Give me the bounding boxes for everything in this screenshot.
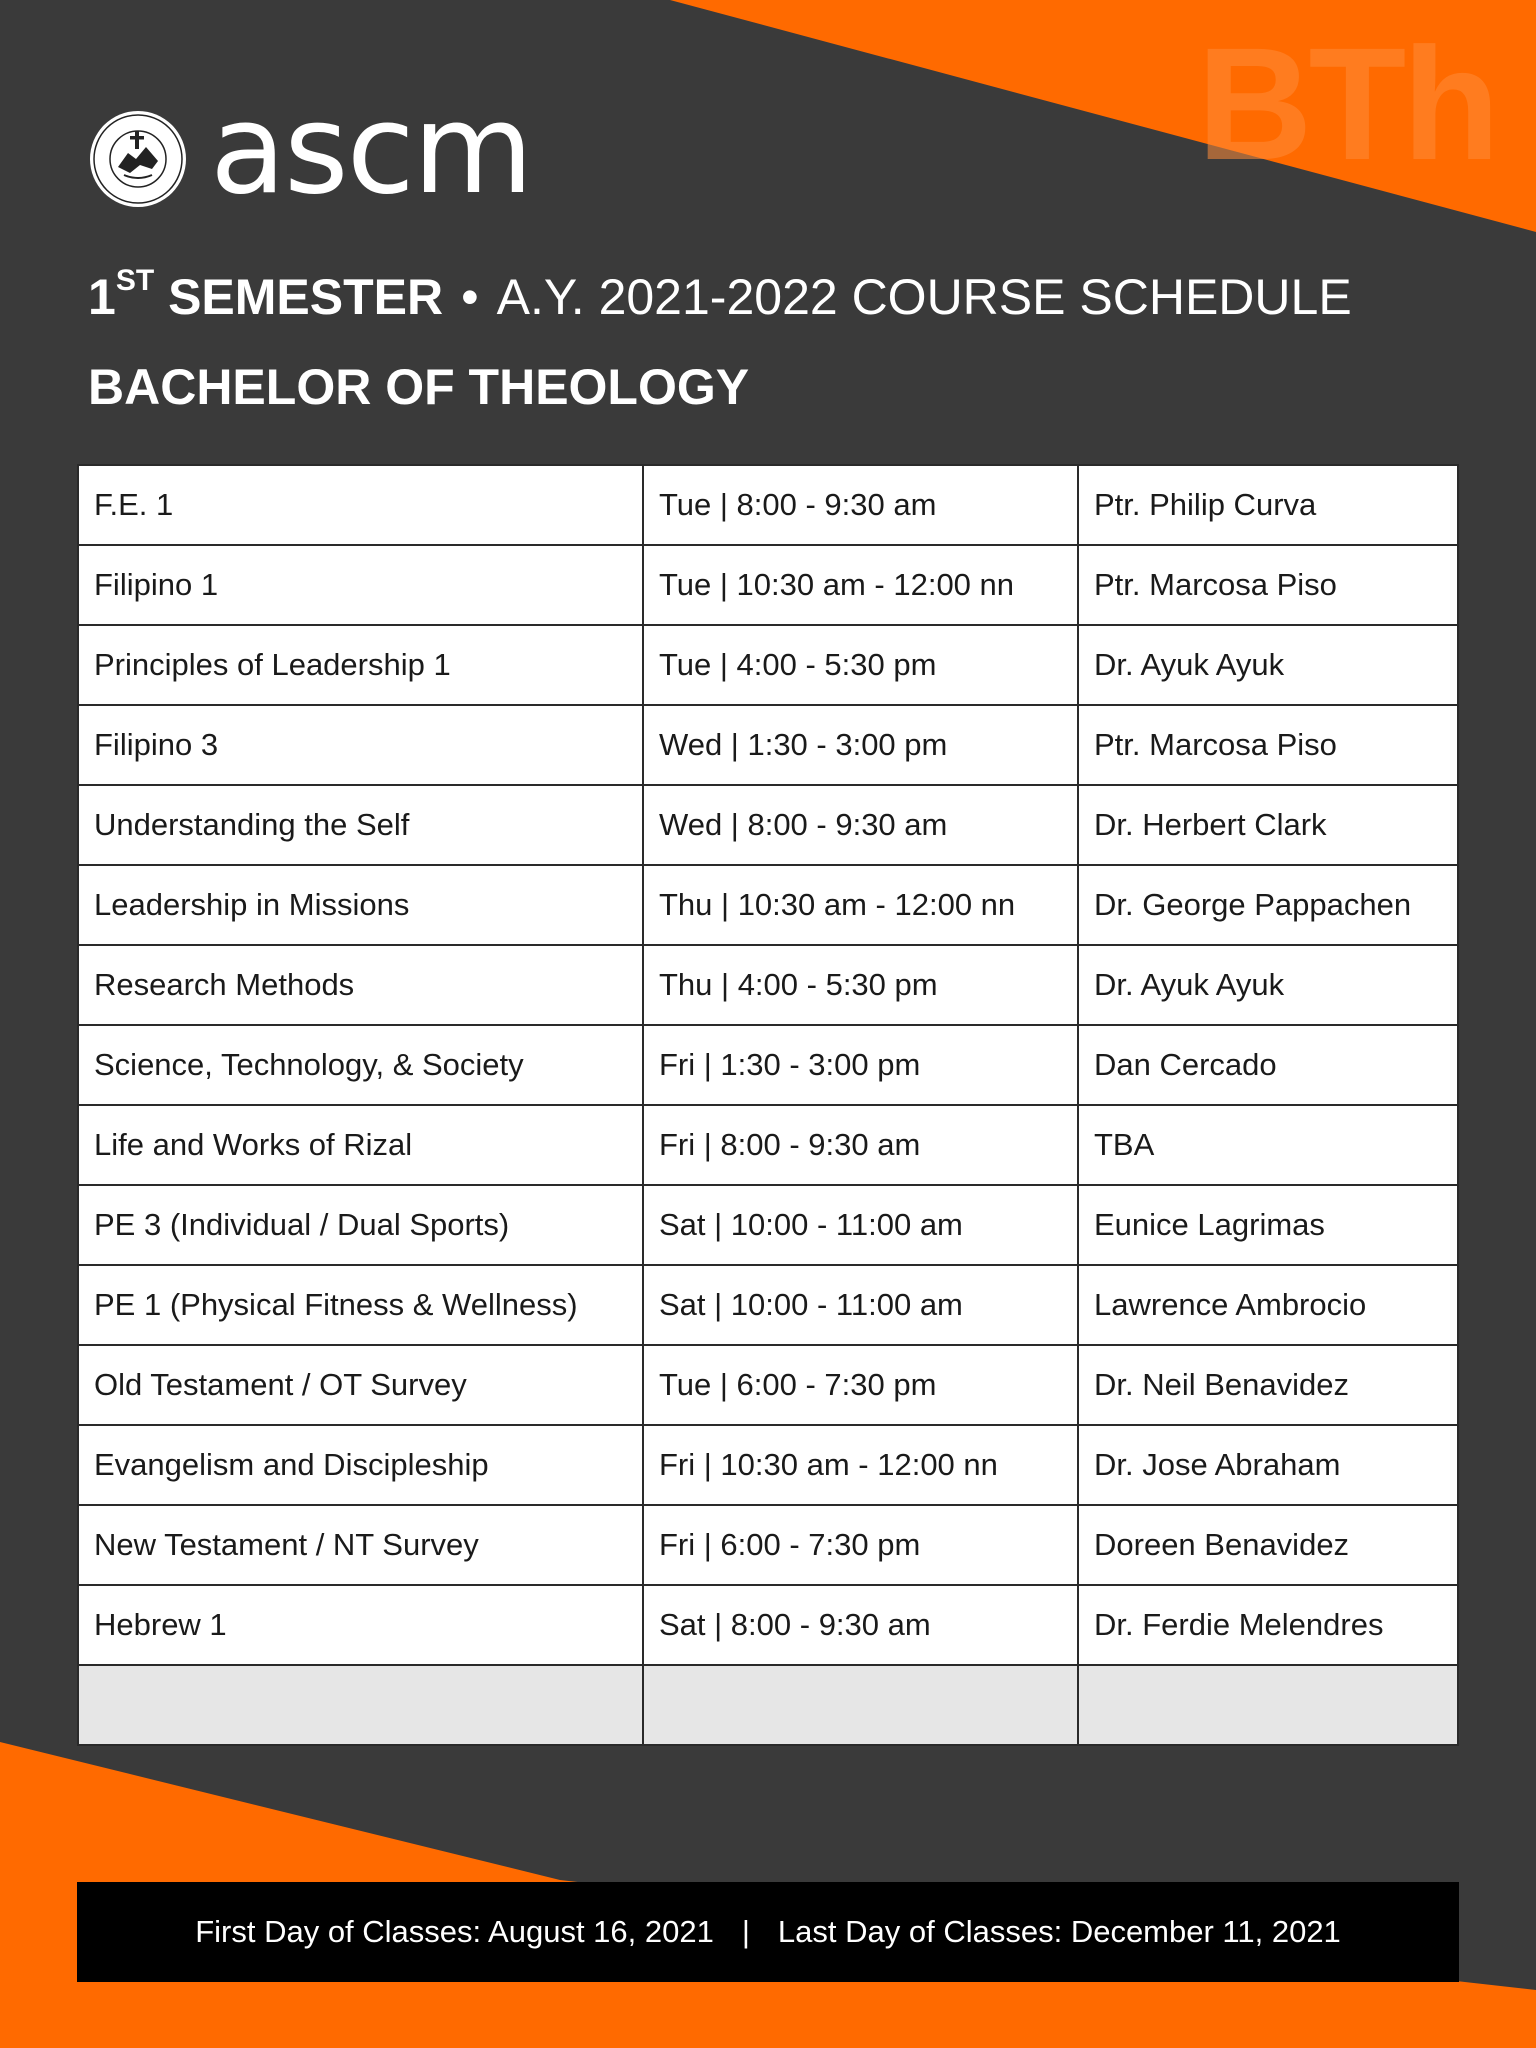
table-row bbox=[78, 1185, 1458, 1265]
table-row bbox=[78, 1505, 1458, 1585]
instructor-cell: Doreen Benavidez bbox=[1078, 1505, 1458, 1585]
program-title: BACHELOR OF THEOLOGY bbox=[88, 359, 750, 415]
table-row bbox=[78, 625, 1458, 705]
course-cell: Filipino 3 bbox=[78, 705, 643, 785]
course-cell: Filipino 1 bbox=[78, 545, 643, 625]
course-cell: Leadership in Missions bbox=[78, 865, 643, 945]
instructor-cell: Dr. Herbert Clark bbox=[1078, 785, 1458, 865]
table-row bbox=[78, 1025, 1458, 1105]
schedule-cell: Tue | 6:00 - 7:30 pm bbox=[643, 1345, 1078, 1425]
instructor-cell: TBA bbox=[1078, 1105, 1458, 1185]
schedule-cell: Wed | 1:30 - 3:00 pm bbox=[643, 705, 1078, 785]
schedule-cell: Sat | 10:00 - 11:00 am bbox=[643, 1185, 1078, 1265]
course-cell bbox=[78, 1665, 643, 1745]
table-row bbox=[78, 465, 1458, 545]
course-cell: F.E. 1 bbox=[78, 465, 643, 545]
course-cell: Understanding the Self bbox=[78, 785, 643, 865]
schedule-cell: Thu | 4:00 - 5:30 pm bbox=[643, 945, 1078, 1025]
instructor-cell: Ptr. Marcosa Piso bbox=[1078, 545, 1458, 625]
instructor-cell: Lawrence Ambrocio bbox=[1078, 1265, 1458, 1345]
schedule-cell: Sat | 10:00 - 11:00 am bbox=[643, 1265, 1078, 1345]
instructor-cell bbox=[1078, 1665, 1458, 1745]
course-cell: Old Testament / OT Survey bbox=[78, 1345, 643, 1425]
course-cell: New Testament / NT Survey bbox=[78, 1505, 643, 1585]
instructor-cell: Dr. George Pappachen bbox=[1078, 865, 1458, 945]
course-cell: Principles of Leadership 1 bbox=[78, 625, 643, 705]
schedule-cell: Sat | 8:00 - 9:30 am bbox=[643, 1585, 1078, 1665]
logo bbox=[88, 78, 532, 222]
schedule-cell: Tue | 10:30 am - 12:00 nn bbox=[643, 545, 1078, 625]
table-row bbox=[78, 1105, 1458, 1185]
last-day-of-classes: Last Day of Classes: December 11, 2021 bbox=[777, 1914, 1341, 1949]
table-row bbox=[78, 1265, 1458, 1345]
footer-separator: | bbox=[741, 1914, 750, 1949]
instructor-cell: Dr. Jose Abraham bbox=[1078, 1425, 1458, 1505]
course-cell: PE 1 (Physical Fitness & Wellness) bbox=[78, 1265, 643, 1345]
course-cell: Evangelism and Discipleship bbox=[78, 1425, 643, 1505]
table-row bbox=[78, 545, 1458, 625]
course-cell: Research Methods bbox=[78, 945, 643, 1025]
table-row bbox=[78, 1425, 1458, 1505]
semester-label: 1ST SEMESTER bbox=[88, 264, 444, 325]
schedule-cell: Fri | 10:30 am - 12:00 nn bbox=[643, 1425, 1078, 1505]
schedule-cell: Fri | 1:30 - 3:00 pm bbox=[643, 1025, 1078, 1105]
course-cell: PE 3 (Individual / Dual Sports) bbox=[78, 1185, 643, 1265]
table-row bbox=[78, 1585, 1458, 1665]
instructor-cell: Ptr. Marcosa Piso bbox=[1078, 705, 1458, 785]
first-day-of-classes: First Day of Classes: August 16, 2021 bbox=[195, 1914, 714, 1949]
schedule-cell: Tue | 8:00 - 9:30 am bbox=[643, 465, 1078, 545]
schedule-cell: Fri | 8:00 - 9:30 am bbox=[643, 1105, 1078, 1185]
schedule-cell: Tue | 4:00 - 5:30 pm bbox=[643, 625, 1078, 705]
course-cell: Hebrew 1 bbox=[78, 1585, 643, 1665]
schedule-cell bbox=[643, 1665, 1078, 1745]
instructor-cell: Dr. Ayuk Ayuk bbox=[1078, 945, 1458, 1025]
course-schedule-table bbox=[77, 464, 1459, 1746]
brand-wordmark: ascm bbox=[210, 78, 532, 222]
instructor-cell: Dan Cercado bbox=[1078, 1025, 1458, 1105]
schedule-title: A.Y. 2021-2022 COURSE SCHEDULE bbox=[496, 269, 1352, 325]
bullet: • bbox=[461, 269, 479, 325]
table-row bbox=[78, 1665, 1458, 1745]
instructor-cell: Dr. Ayuk Ayuk bbox=[1078, 625, 1458, 705]
table-row bbox=[78, 865, 1458, 945]
schedule-cell: Fri | 6:00 - 7:30 pm bbox=[643, 1505, 1078, 1585]
table-row bbox=[78, 705, 1458, 785]
seminary-seal-icon bbox=[88, 109, 188, 209]
instructor-cell: Ptr. Philip Curva bbox=[1078, 465, 1458, 545]
course-cell: Life and Works of Rizal bbox=[78, 1105, 643, 1185]
schedule-heading bbox=[88, 264, 1352, 326]
table-row bbox=[78, 785, 1458, 865]
schedule-cell: Thu | 10:30 am - 12:00 nn bbox=[643, 865, 1078, 945]
table-row bbox=[78, 1345, 1458, 1425]
table-row bbox=[78, 945, 1458, 1025]
course-cell: Science, Technology, & Society bbox=[78, 1025, 643, 1105]
class-dates-footer bbox=[77, 1882, 1459, 1982]
instructor-cell: Dr. Ferdie Melendres bbox=[1078, 1585, 1458, 1665]
schedule-cell: Wed | 8:00 - 9:30 am bbox=[643, 785, 1078, 865]
instructor-cell: Eunice Lagrimas bbox=[1078, 1185, 1458, 1265]
instructor-cell: Dr. Neil Benavidez bbox=[1078, 1345, 1458, 1425]
program-watermark: BTh bbox=[1196, 14, 1496, 193]
